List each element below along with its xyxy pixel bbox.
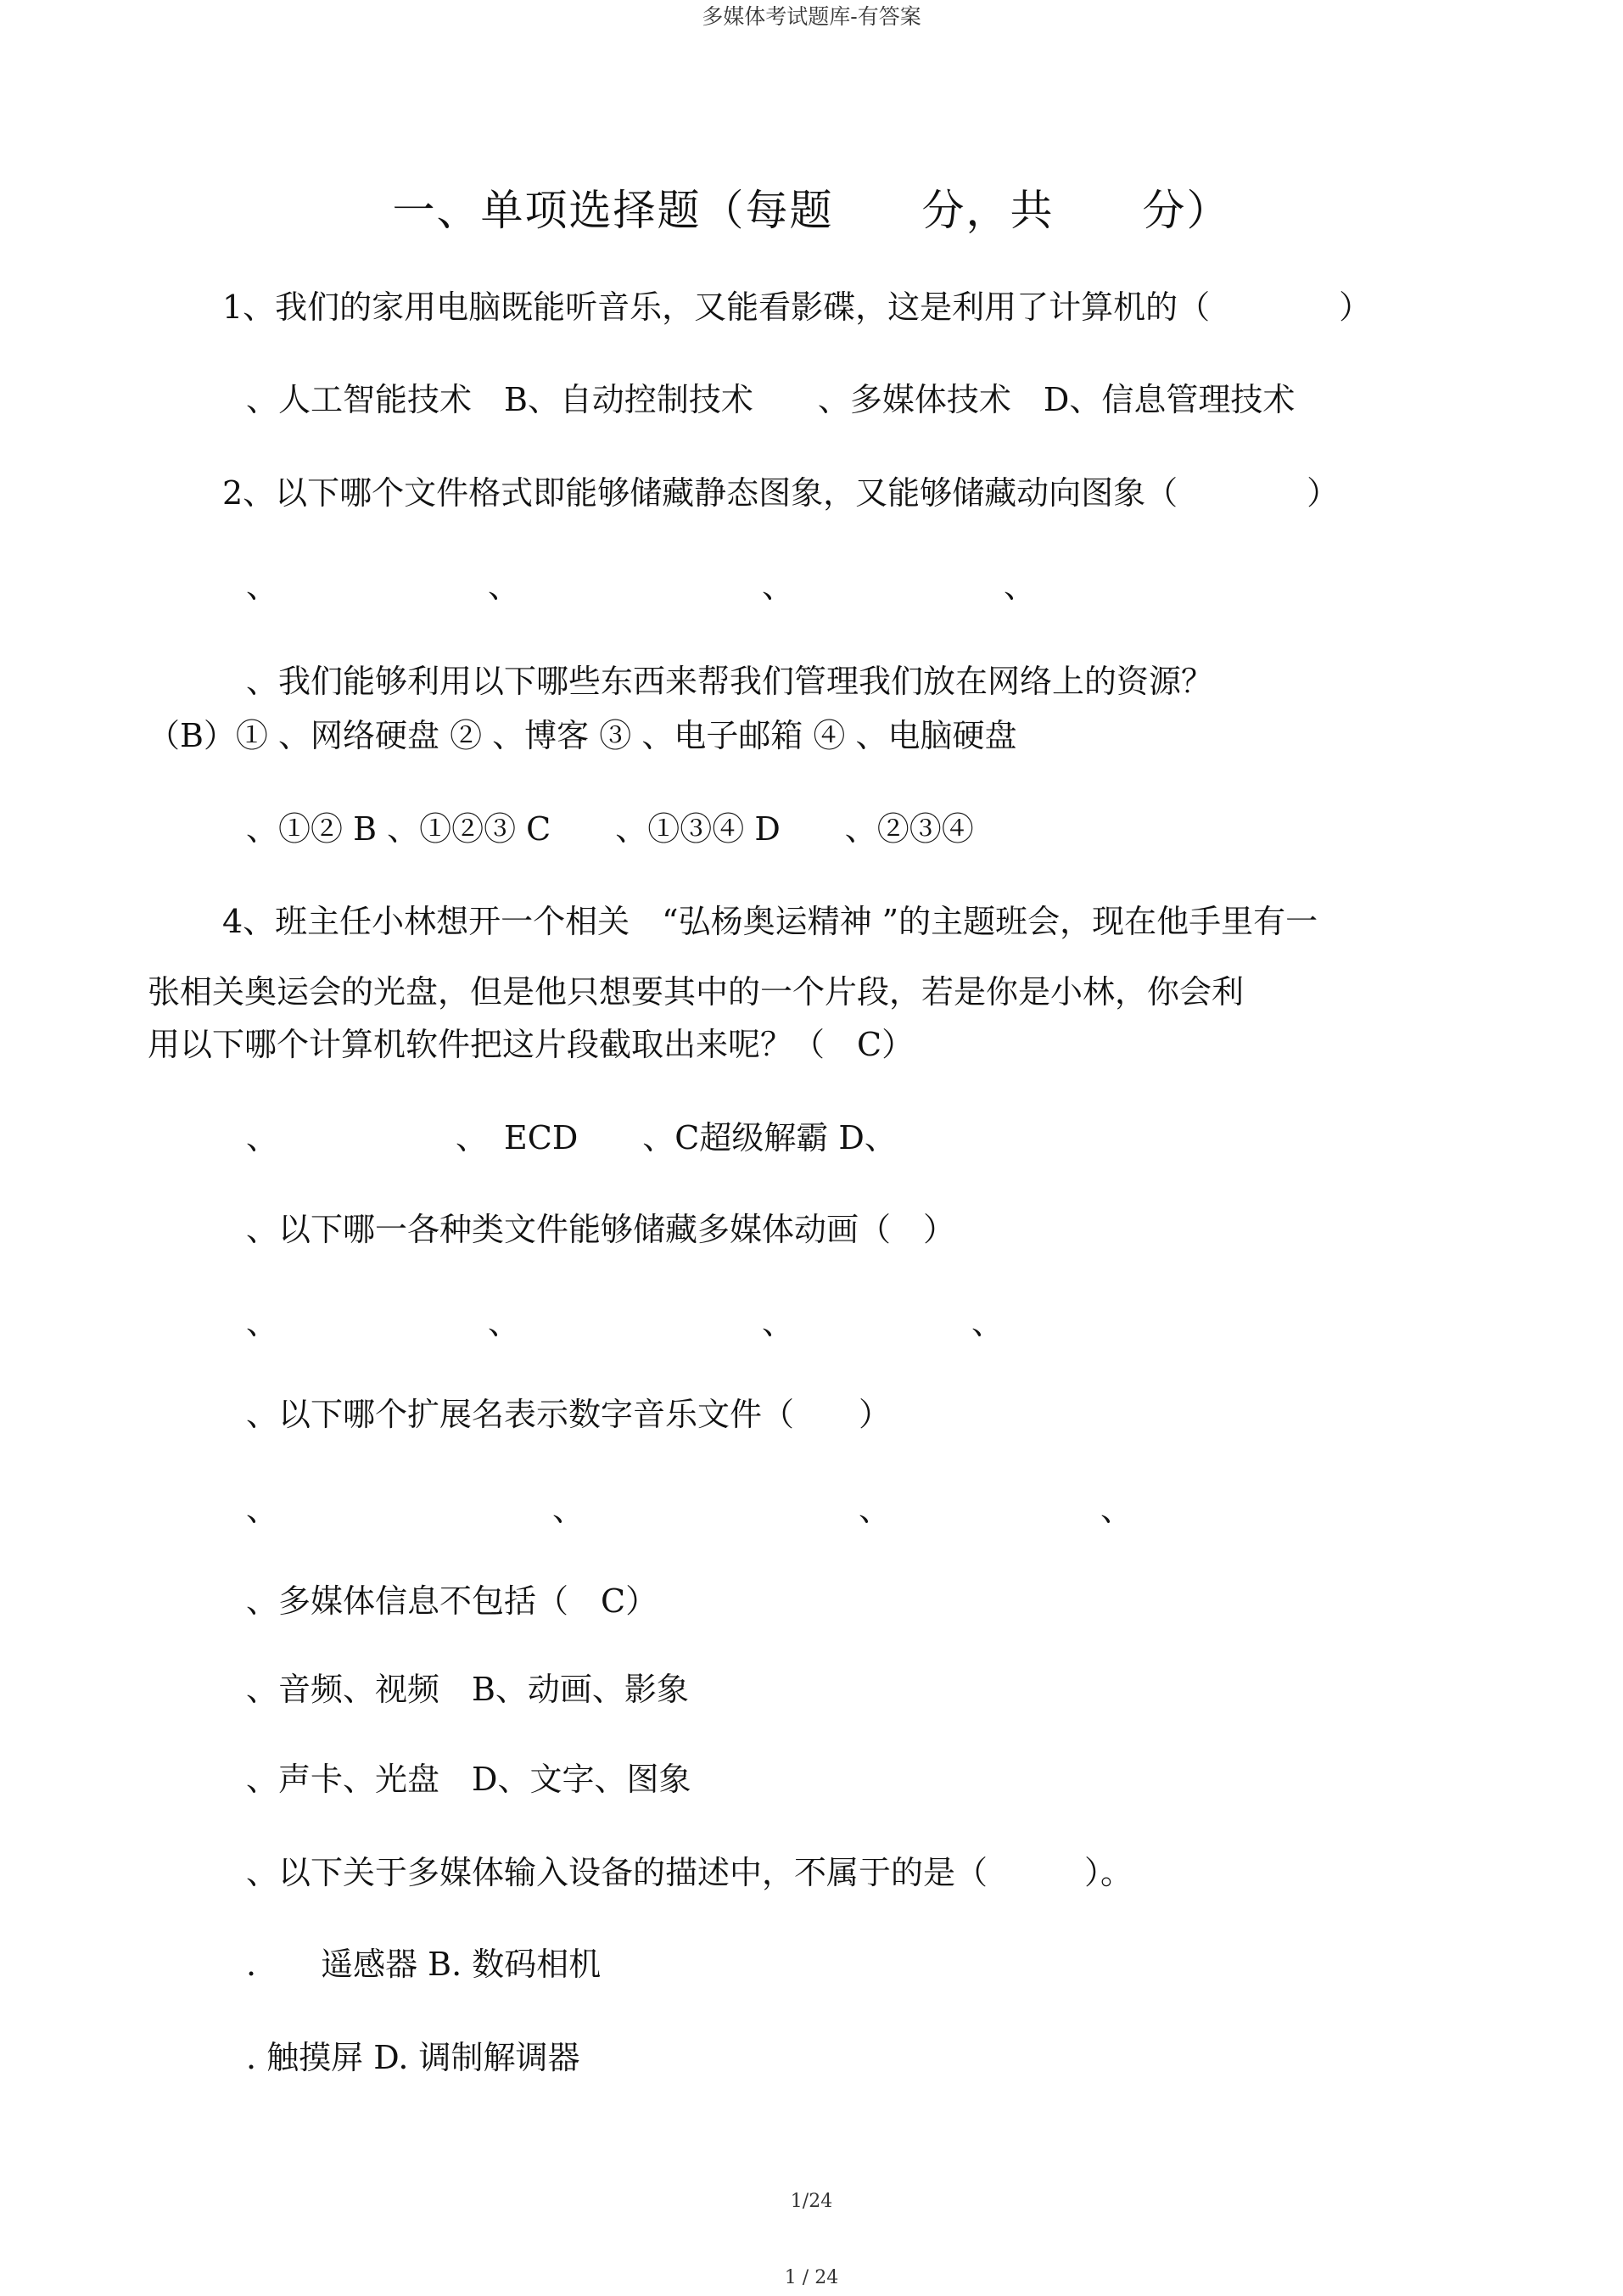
question-8-options-a-b: . 遥感器 B. 数码相机 [246, 1946, 602, 1983]
question-2-options: 、 、 、 、 [246, 568, 1037, 605]
page-number-footer: 1 / 24 [784, 2267, 839, 2288]
question-3-items: （B）① 、网络硬盘 ② 、博客 ③ 、电子邮箱 ④ 、电脑硬盘 [148, 717, 1017, 754]
question-5: 、以下哪一各种类文件能够储藏多媒体动画（ ） [246, 1211, 956, 1248]
question-7: 、多媒体信息不包括（ C） [246, 1582, 658, 1620]
question-8-options-c-d: . 触摸屏 D. 调制解调器 [246, 2039, 580, 2076]
question-2: 2、以下哪个文件格式即能够储藏静态图象，又能够储藏动向图象（ ） [222, 474, 1340, 512]
running-header: 多媒体考试题库-有答案 [702, 4, 921, 29]
question-5-options: 、 、 、 、 [246, 1304, 1005, 1341]
question-4-line-1: 4、班主任小林想开一个相关 “弘杨奥运精神 ”的主题班会，现在他手里有一 [222, 903, 1318, 940]
question-6-options: 、 、 、 、 [246, 1491, 1133, 1528]
question-4-line-3: 用以下哪个计算机软件把这片段截取出来呢？（ C） [148, 1026, 915, 1063]
section-title: 一、单项选择题（每题 分，共 分） [392, 186, 1231, 235]
question-6: 、以下哪个扩展名表示数字音乐文件（ ） [246, 1396, 892, 1433]
question-7-options-a-b: 、音频、视频 B、动画、影象 [246, 1671, 689, 1708]
page-number: 1/24 [790, 2191, 833, 2212]
question-3-options: 、①② B 、①②③ C 、①③④ D 、②③④ [246, 810, 974, 848]
question-4-line-2: 张相关奥运会的光盘，但是他只想要其中的一个片段，若是你是小林，你会利 [148, 973, 1245, 1011]
question-4-options: 、 、 ECD 、C超级解霸 D、 [246, 1119, 897, 1156]
question-1-options: 、人工智能技术 B、自动控制技术 、多媒体技术 D、信息管理技术 [246, 381, 1296, 418]
question-7-options-c-d: 、声卡、光盘 D、文字、图象 [246, 1761, 691, 1798]
question-3: 、我们能够利用以下哪些东西来帮我们管理我们放在网络上的资源？ [246, 663, 1214, 700]
question-1: 1、我们的家用电脑既能听音乐，又能看影碟，这是利用了计算机的（ ） [222, 288, 1372, 326]
question-8: 、以下关于多媒体输入设备的描述中，不属于的是（ ）。 [246, 1854, 1133, 1891]
